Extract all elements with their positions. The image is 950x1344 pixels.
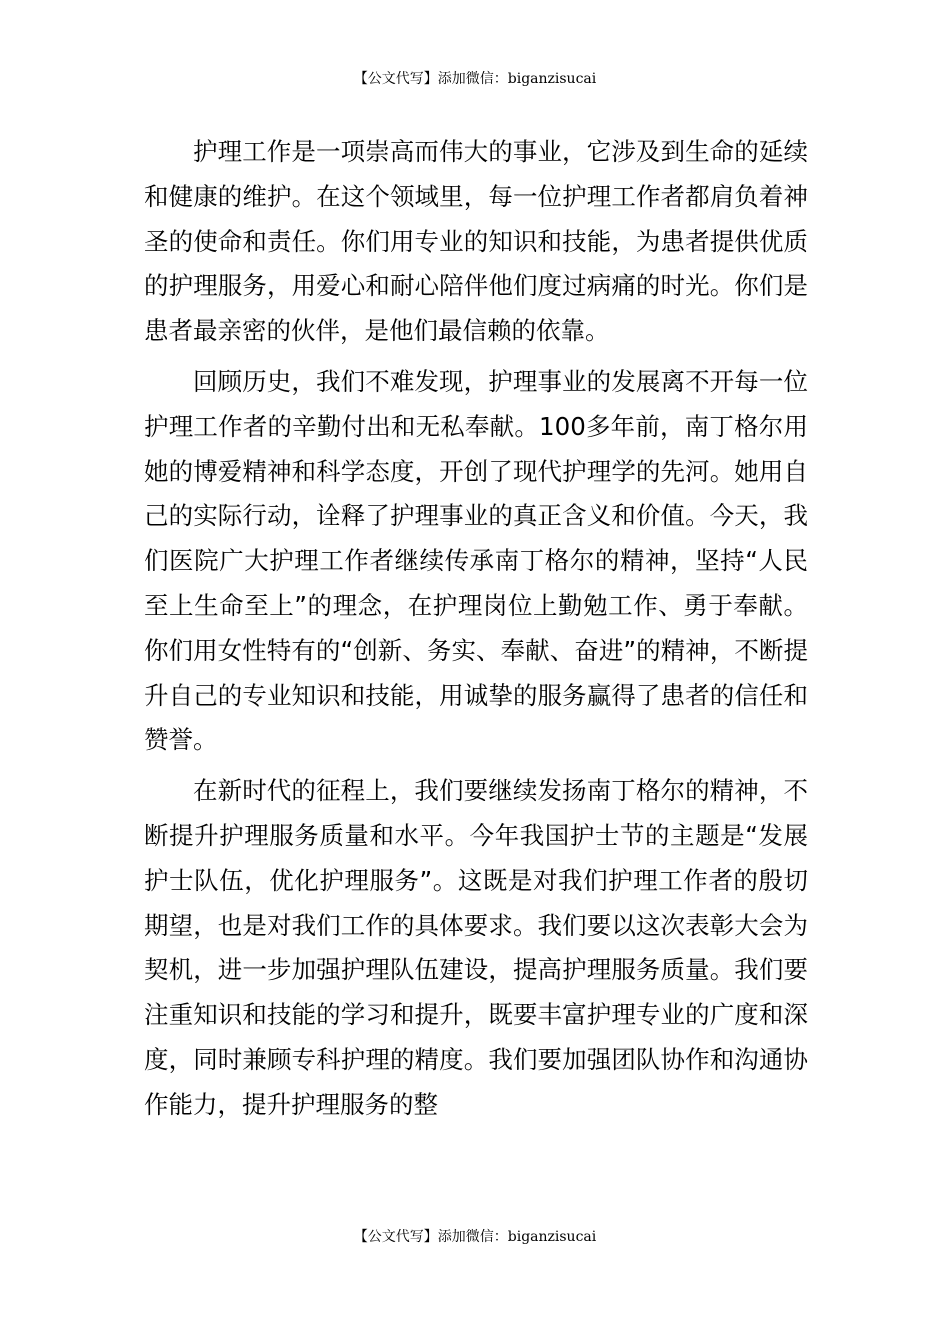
page-header: 【公文代写】添加微信：biganzisucai [353, 71, 597, 87]
paragraph-1: 护理工作是一项崇高而伟大的事业，它涉及到生命的延续和健康的维护。在这个领域里，每一位护理工作者都肩负着神圣的使命和责任。你们用专业的知识和技能，为患者提供优质的护理服务，用爱心和耐心陪伴他们度过病痛的时光。你们是患者最亲密的伙伴，是他们最信赖的依靠。 [144, 137, 808, 346]
document-body [144, 130, 808, 1134]
paragraph-3: 在新时代的征程上，我们要继续发扬南丁格尔的精神，不断提升护理服务质量和水平。今年我国护士节的主题是“发展护士队伍，优化护理服务”。这既是对我们护理工作者的殷切期望，也是对我们工作的具体要求。我们要以这次表彰大会为契机，进一步加强护理队伍建设，提高护理服务质量。我们要注重知识和技能的学习和提升，既要丰富护理专业的广度和深度，同时兼顾专科护理的精度。我们要加强团队协作和沟通协作能力，提升护理服务的整 [144, 776, 808, 1119]
page-footer: 【公文代写】添加微信：biganzisucai [353, 1229, 597, 1245]
paragraph-2: 回顾历史，我们不难发现，护理事业的发展离不开每一位护理工作者的辛勤付出和无私奉献。100多年前，南丁格尔用她的博爱精神和科学态度，开创了现代护理学的先河。她用自己的实际行动，诠释了护理事业的真正含义和价值。今天，我们医院广大护理工作者继续传承南丁格尔的精神，坚持“人民至上生命至上”的理念，在护理岗位上勤勉工作、勇于奉献。你们用女性特有的“创新、务实、奉献、奋进”的精神，不断提升自己的专业知识和技能，用诚挚的服务赢得了患者的信任和赞誉。 [144, 366, 808, 755]
